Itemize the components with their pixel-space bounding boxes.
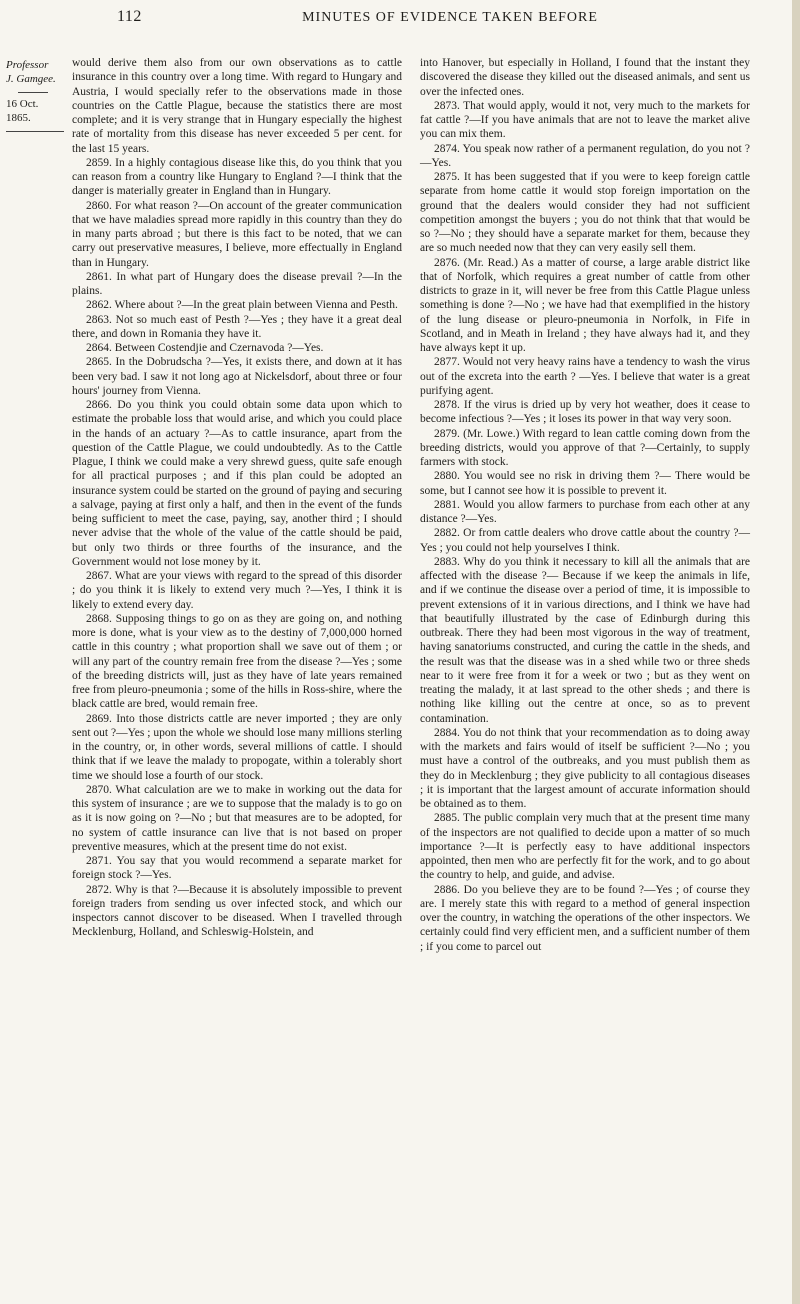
paragraph: 2882. Or from cattle dealers who drove cattle about the country ?—Yes ; you could not help yourselves I think.	[420, 527, 750, 554]
paragraph: 2872. Why is that ?—Because it is absolutely impossible to prevent foreign traders from sending us over infected stock, and which our inspectors cannot discover to be diseased. When I travelled through Mecklenburg, Holland, and Schleswig-Holstein, and	[72, 883, 402, 939]
paragraph: 2873. That would apply, would it not, very much to the markets for fat cattle ?—If you have animals that are not to leave the market alive you can mix them.	[420, 99, 750, 141]
paragraph: 2886. Do you believe they are to be found ?—Yes ; of course they are. I merely state this with regard to a method of general inspection over the country, in watching the operations of the other inspectors. We certainly could find very efficient men, and a sufficient number of them ; if you come to parcel out	[420, 883, 750, 953]
paragraph: 2859. In a highly contagious disease like this, do you think that you can reason from a country like Hungary to England ?—I think that the danger is materially greater in England than in Hungary.	[72, 156, 402, 198]
paragraph: 2884. You do not think that your recommendation as to doing away with the markets and fairs would of itself be sufficient ?—No ; you must have a control of the outbreaks, and you must publish them as they do in Mecklenburg ; they give publicity to all contagious diseases ; it is important that the largest amount of accurate information should be obtained as to them.	[420, 726, 750, 810]
paragraph: 2866. Do you think you could obtain some data upon which to estimate the probable loss that would arise, and which you could place in the hands of an actuary ?—As to cattle insurance, apart from the question of the Cattle Plague, we could undoubtedly. As to the Cattle Plague, I think we could make a very shrewd guess, quite safe enough for all practical purposes ; and if this plan could be adopted an insurance system could be started on the ground of paying and securing a salvage, paying at first only a half, and then in the event of the funds being sufficient to meet the case, paying, say, another third ; I should never advise that the whole of the value of the cattle should be paid, but only two thirds or three fourths of the insurance, and the Government would not lose money by it.	[72, 399, 402, 568]
margin-date: 16 Oct. 1865.	[6, 98, 39, 124]
running-title: MINUTES OF EVIDENCE TAKEN BEFORE	[302, 10, 598, 25]
page-edge	[792, 0, 800, 1304]
paragraph: 2875. It has been suggested that if you were to keep foreign cattle separate from home cattle it would stop foreign importation on the ground that the dealers would consider they had not sufficient competition amongst the buyers ; you do not think that that would be so ?—No ; they should have a separate market for them, because they are so much needed now that they can very easily sell them.	[420, 171, 750, 255]
margin-rule	[18, 92, 48, 93]
paragraph: 2868. Supposing things to go on as they are going on, and nothing more is done, what is your view as to the destiny of 7,000,000 horned cattle in this country ; what proportion shall we save out of them ; or will any part of the country remain free from the disease ?—Yes ; some of the breeding districts will, just as they have of late years remained free from pleuro-pneumonia ; some of the hills in Ross-shire, where the black cattle are bred, would remain free.	[72, 612, 402, 711]
witness-name: J. Gamgee.	[6, 73, 56, 85]
right-column	[420, 56, 750, 954]
paragraph: 2865. In the Dobrudscha ?—Yes, it exists there, and down at it has been very bad. I saw it not long ago at Nickelsdorf, about three or four hours' journey from Vienna.	[72, 356, 402, 397]
margin-rule-bottom	[6, 131, 64, 132]
margin-note	[6, 58, 64, 132]
paragraph: 2862. Where about ?—In the great plain between Vienna and Pesth.	[86, 299, 398, 312]
paragraph: would derive them also from our own observations as to cattle insurance in this country over a long time. With regard to Hungary and Austria, I would specially refer to the observations made in those countries on the Cattle Plague, because the statistics there are most complete; and it is very strange that in Hungary especially the highest rate of mortality from this disease has never exceeded 5 per cent. for the last 15 years.	[72, 57, 402, 155]
paragraph: 2877. Would not very heavy rains have a tendency to wash the virus out of the excreta into the earth ? —Yes. I believe that water is a great purifying agent.	[420, 356, 750, 397]
paragraph: 2883. Why do you think it necessary to kill all the animals that are affected with the disease ?— Because if we keep the animals in life, and if we continue the disease over a period of time, it is impossible to prevent extensions of it in various directions, and I think we have had that beautifully illustrated by the case of Edinburgh during this outbreak. There they had been most vigorous in the way of treatment, having sanatoriums constructed, and curing the cattle in the sheds, and the result was that the disease was in a shed while two or three sheds near to it were free from it for a week or two ; but as they went on treating the malady, it at last spread to the other sheds ; and there is nothing like killing out the centre at once, so as to prevent contamination.	[420, 555, 750, 725]
paragraph: 2870. What calculation are we to make in working out the data for this system of insurance ; are we to suppose that the malady is to go on as it is now going on ?—No ; but that measures are to be adopted, for no system of cattle insurance can live that is not based on proper preventive measures, which at the present time do not exist.	[72, 783, 402, 853]
paragraph: 2876. (Mr. Read.) As a matter of course, a large arable district like that of Norfolk, which requires a great number of cattle from other districts to graze in it, will never be free from this Cattle Plague unless something is done ?—No ; we have had that exemplified in the history of the lung disease or pleuro-pneumonia in Norfolk, in Fife in Scotland, and in Meath in Ireland ; they have always had it, and they have always kept it up.	[420, 256, 750, 354]
paragraph: 2879. (Mr. Lowe.) With regard to lean cattle coming down from the breeding districts, would you approve of that ?—Certainly, to supply farmers with stock.	[420, 427, 750, 468]
paragraph: into Hanover, but especially in Holland, I found that the instant they discovered the disease they killed out the diseased animals, and sent us over the infected ones.	[420, 57, 750, 98]
paragraph: 2881. Would you allow farmers to purchase from each other at any distance ?—Yes.	[420, 498, 750, 525]
paragraph: 2885. The public complain very much that at the present time many of the inspectors are not qualified to decide upon a matter of so much importance ?—It is perfectly easy to have additional inspectors appointed, then men who are perfectly fit for the work, and to go about the country to help, and guide, and advise.	[420, 812, 750, 882]
paragraph: 2861. In what part of Hungary does the disease prevail ?—In the plains.	[72, 270, 402, 297]
paragraph: 2878. If the virus is dried up by very hot weather, does it cease to become infectious ?—Yes ; it loses its power in that way very soon.	[420, 399, 750, 426]
paragraph: 2867. What are your views with regard to the spread of this disorder ; do you think it is likely to extend very much ?—Yes, I think it is likely to extend every day.	[72, 570, 402, 611]
witness-title: Professor	[6, 59, 49, 71]
page-number: 112	[117, 8, 142, 25]
paragraph: 2860. For what reason ?—On account of the greater communication that we have maladies spread more rapidly in this country than they do in many parts abroad ; but there is this fact to be noted, that we can carry out preservative measures, I believe, more effectually in England than in Hungary.	[72, 199, 402, 269]
paragraph: 2874. You speak now rather of a permanent regulation, do you not ?—Yes.	[420, 142, 750, 169]
paragraph: 2880. You would see no risk in driving them ?— There would be some, but I cannot see how it is possible to prevent it.	[420, 470, 750, 497]
left-column	[72, 56, 402, 940]
paragraph: 2869. Into those districts cattle are never imported ; they are only sent out ?—Yes ; upon the whole we should lose many millions sterling in the country, or, in other words, several millions of cattle. I should think that if we leave the malady to propogate, within a tolerably short time we should lose a fourth of our stock.	[72, 712, 402, 782]
paragraph: 2864. Between Costendjie and Czernavoda ?—Yes.	[86, 342, 324, 354]
paragraph: 2871. You say that you would recommend a separate market for foreign stock ?—Yes.	[72, 855, 402, 882]
paragraph: 2863. Not so much east of Pesth ?—Yes ; they have it a great deal there, and down in Romania they have it.	[72, 313, 402, 340]
